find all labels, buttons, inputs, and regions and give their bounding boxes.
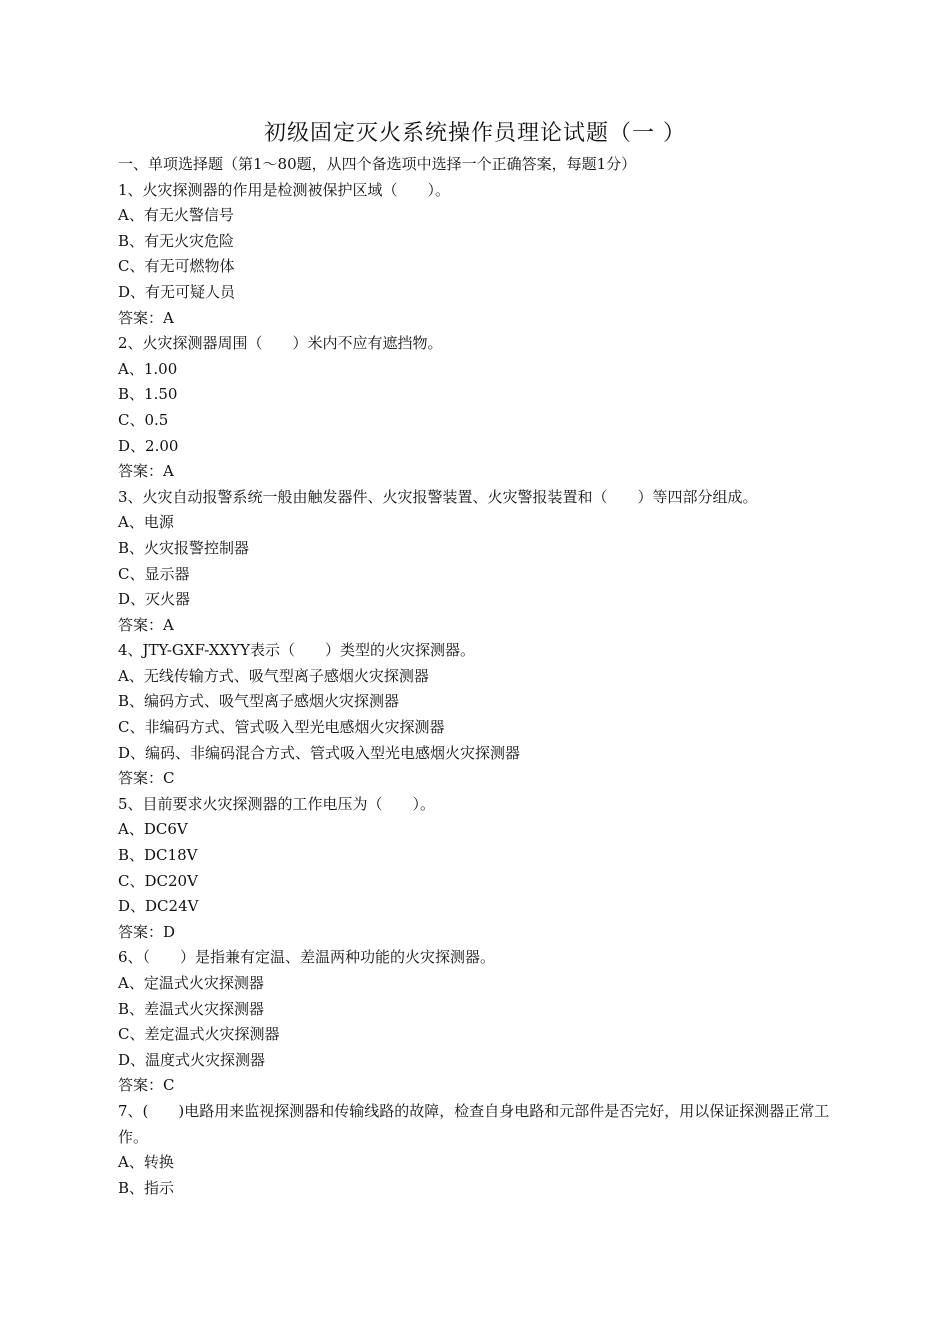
question-1-option-d: D、有无可疑人员 xyxy=(118,282,236,301)
question-3-option-b: B、火灾报警控制器 xyxy=(118,538,250,557)
question-5-answer: 答案：D xyxy=(118,922,176,941)
question-1-option-b: B、有无火灾危险 xyxy=(118,231,235,250)
question-4-answer: 答案：C xyxy=(118,769,175,788)
question-2-stem: 2、火灾探测器周围（ ）米内不应有遮挡物。 xyxy=(118,334,443,353)
question-2-answer: 答案：A xyxy=(118,462,174,481)
question-6-answer: 答案：C xyxy=(118,1076,175,1095)
question-5-stem: 5、目前要求火灾探测器的工作电压为（ ）。 xyxy=(118,794,436,813)
question-6-option-b: B、差温式火灾探测器 xyxy=(118,999,265,1018)
section-heading: 一、单项选择题（第1～80题，从四个备选项中选择一个正确答案，每题1分） xyxy=(118,155,637,173)
document-body xyxy=(118,152,838,1201)
question-7-option-a: A、转换 xyxy=(118,1153,174,1172)
question-2-option-a: A、1.00 xyxy=(118,359,178,378)
question-5-option-b: B、DC18V xyxy=(118,846,198,865)
question-4-option-a: A、无线传输方式、吸气型离子感烟火灾探测器 xyxy=(118,666,429,685)
question-4-option-c: C、非编码方式、管式吸入型光电感烟火灾探测器 xyxy=(118,718,445,737)
question-3-option-d: D、灭火器 xyxy=(118,590,191,609)
question-5-option-c: C、DC20V xyxy=(118,871,198,890)
question-2-option-b: B、1.50 xyxy=(118,385,178,404)
question-6-option-d: D、温度式火灾探测器 xyxy=(118,1050,266,1069)
question-4-option-d: D、编码、非编码混合方式、管式吸入型光电感烟火灾探测器 xyxy=(118,743,521,762)
question-1-option-a: A、有无火警信号 xyxy=(118,206,234,225)
question-3-option-c: C、显示器 xyxy=(118,564,190,583)
question-5-option-a: A、DC6V xyxy=(118,820,188,839)
question-3-option-a: A、电源 xyxy=(118,513,174,532)
question-6-stem: 6、（ ）是指兼有定温、差温两种功能的火灾探测器。 xyxy=(118,948,496,967)
question-2-option-d: D、2.00 xyxy=(118,436,179,455)
question-2-option-c: C、0.5 xyxy=(118,410,169,429)
question-1-answer: 答案：A xyxy=(118,308,174,327)
question-5-option-d: D、DC24V xyxy=(118,897,199,916)
question-7-option-b: B、指示 xyxy=(118,1178,175,1197)
question-6-option-c: C、差定温式火灾探测器 xyxy=(118,1025,280,1044)
question-3-stem: 3、火灾自动报警系统一般由触发器件、火灾报警装置、火灾警报装置和（ ）等四部分组成。 xyxy=(118,487,758,506)
question-4-stem: 4、JTY-GXF-XXYY表示（ ）类型的火灾探测器。 xyxy=(118,641,475,660)
document-title: 初级固定灭火系统操作员理论试题（一 ） xyxy=(264,121,686,146)
question-3-answer: 答案：A xyxy=(118,615,174,634)
question-4-option-b: B、编码方式、吸气型离子感烟火灾探测器 xyxy=(118,692,400,711)
question-1-option-c: C、有无可燃物体 xyxy=(118,257,235,276)
question-7-stem: 7、( )电路用来监视探测器和传输线路的故障，检查自身电路和元部件是否完好，用以保证探测器正常工作。 xyxy=(118,1101,830,1146)
question-1-stem: 1、火灾探测器的作用是检测被保护区域（ ）。 xyxy=(118,180,451,199)
question-6-option-a: A、定温式火灾探测器 xyxy=(118,974,264,992)
